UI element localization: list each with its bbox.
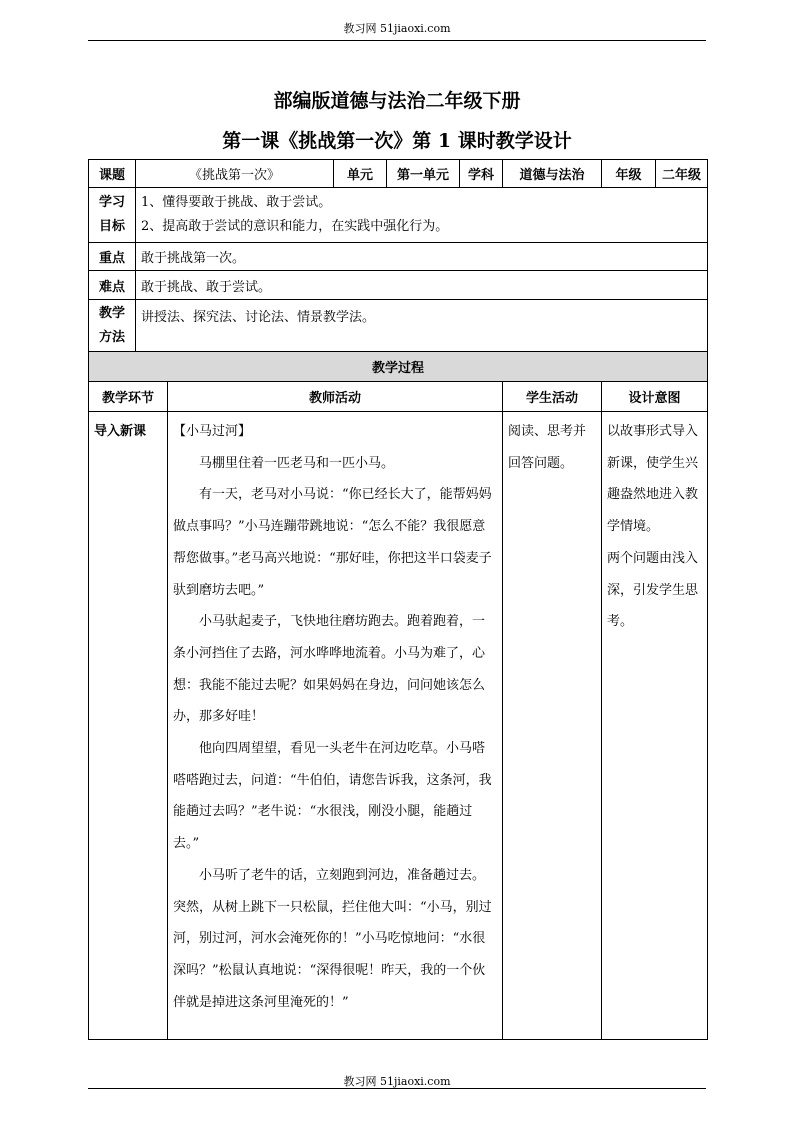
- col-teacher-header: 教师活动: [168, 382, 503, 412]
- process-title: 教学过程: [89, 352, 708, 382]
- goal-item: 1、懂得要敢于挑战、敢于尝试。: [141, 195, 332, 210]
- student-activity-cell: 阅读、思考并回答问题。: [503, 412, 602, 1040]
- key-point-value: 敢于挑战第一次。: [136, 243, 708, 271]
- goals-label-line1: 学习: [98, 195, 125, 210]
- course-value: 《挑战第一次》: [136, 160, 334, 188]
- col-student-header: 学生活动: [503, 382, 602, 412]
- method-label: [89, 300, 136, 352]
- footer-divider: [88, 1088, 706, 1089]
- teacher-activity-cell: [168, 412, 503, 1040]
- method-label-line1: 教学: [98, 305, 125, 321]
- intent-cell: [602, 412, 708, 1040]
- grade-label: 年级: [602, 160, 656, 188]
- goals-list: [136, 188, 708, 243]
- document-title: 部编版道德与法治二年级下册: [273, 90, 521, 112]
- unit-value: 第一单元: [387, 160, 460, 188]
- difficulty-value: 敢于挑战、敢于尝试。: [136, 271, 708, 300]
- method-value: 讲授法、探究法、讨论法、情景教学法。: [136, 300, 708, 352]
- process-content-row: [89, 412, 708, 1040]
- story-paragraph: 小马驮起麦子，飞快地往磨坊跑去。跑着跑着，一条小河挡住了去路，河水哗哗地流着。小马为难了，心想：我能不能过去呢？如果妈妈在身边，问问她该怎么办，那多好哇！: [173, 614, 486, 725]
- process-title-row: [89, 352, 708, 382]
- intent-item: 以故事形式导入新课，使学生兴趣盎然地进入教学情境。: [607, 424, 699, 535]
- story-paragraph: 他向四周望望，看见一头老牛在河边吃草。小马嗒嗒嗒跑过去，问道：“牛伯伯，请您告诉我，这条河，我能趟过去吗？”老牛说：“水很浅，刚没小腿，能趟过去。”: [173, 741, 492, 852]
- header-divider: [88, 40, 706, 41]
- col-intent-header: 设计意图: [602, 382, 708, 412]
- grade-value: 二年级: [656, 160, 708, 188]
- page-footer: 教习网 51jiaoxi.com: [343, 1075, 451, 1088]
- story-paragraph: 小马听了老牛的话，立刻跑到河边，准备趟过去。突然，从树上跳下一只松鼠，拦住他大叫：“小马，别过河，别过河，河水会淹死你的！”小马吃惊地问：“水很深吗？”松鼠认真地说：“深得很呢！昨天，我的一个伙伴就是掉进这条河里淹死的！”: [173, 867, 492, 1010]
- method-row: [89, 300, 708, 352]
- story-paragraph: 马棚里住着一匹老马和一匹小马。: [199, 455, 395, 471]
- page-header: 教习网 51jiaoxi.com: [343, 22, 451, 35]
- key-point-label: 重点: [89, 243, 136, 271]
- course-label: 课题: [89, 160, 136, 188]
- stage-cell: 导入新课: [89, 412, 168, 1040]
- story-title: 【小马过河】: [173, 424, 252, 439]
- subject-label: 学科: [460, 160, 503, 188]
- goals-row: [89, 188, 708, 243]
- method-label-line2: 方法: [98, 329, 125, 345]
- goal-item: 2、提高敢于尝试的意识和能力，在实践中强化行为。: [141, 219, 449, 234]
- difficulty-label: 难点: [89, 271, 136, 300]
- unit-label: 单元: [334, 160, 387, 188]
- subject-value: 道德与法治: [503, 160, 602, 188]
- col-stage-header: 教学环节: [89, 382, 168, 412]
- key-point-row: [89, 243, 708, 271]
- difficulty-row: [89, 271, 708, 300]
- goals-label-line2: 目标: [98, 219, 125, 234]
- info-row: [89, 160, 708, 188]
- story-paragraph: 有一天，老马对小马说：“你已经长大了，能帮妈妈做点事吗？”小马连蹦带跳地说：“怎么不能？我很愿意帮您做事。”老马高兴地说：“那好哇，你把这半口袋麦子驮到磨坊去吧。”: [173, 487, 492, 598]
- intent-item: 两个问题由浅入深，引发学生思考。: [607, 550, 699, 630]
- lesson-plan-table: [88, 159, 708, 1040]
- document-subtitle: 第一课《挑战第一次》第 1 课时教学设计: [222, 130, 572, 152]
- goals-label: [89, 188, 136, 243]
- process-header-row: [89, 382, 708, 412]
